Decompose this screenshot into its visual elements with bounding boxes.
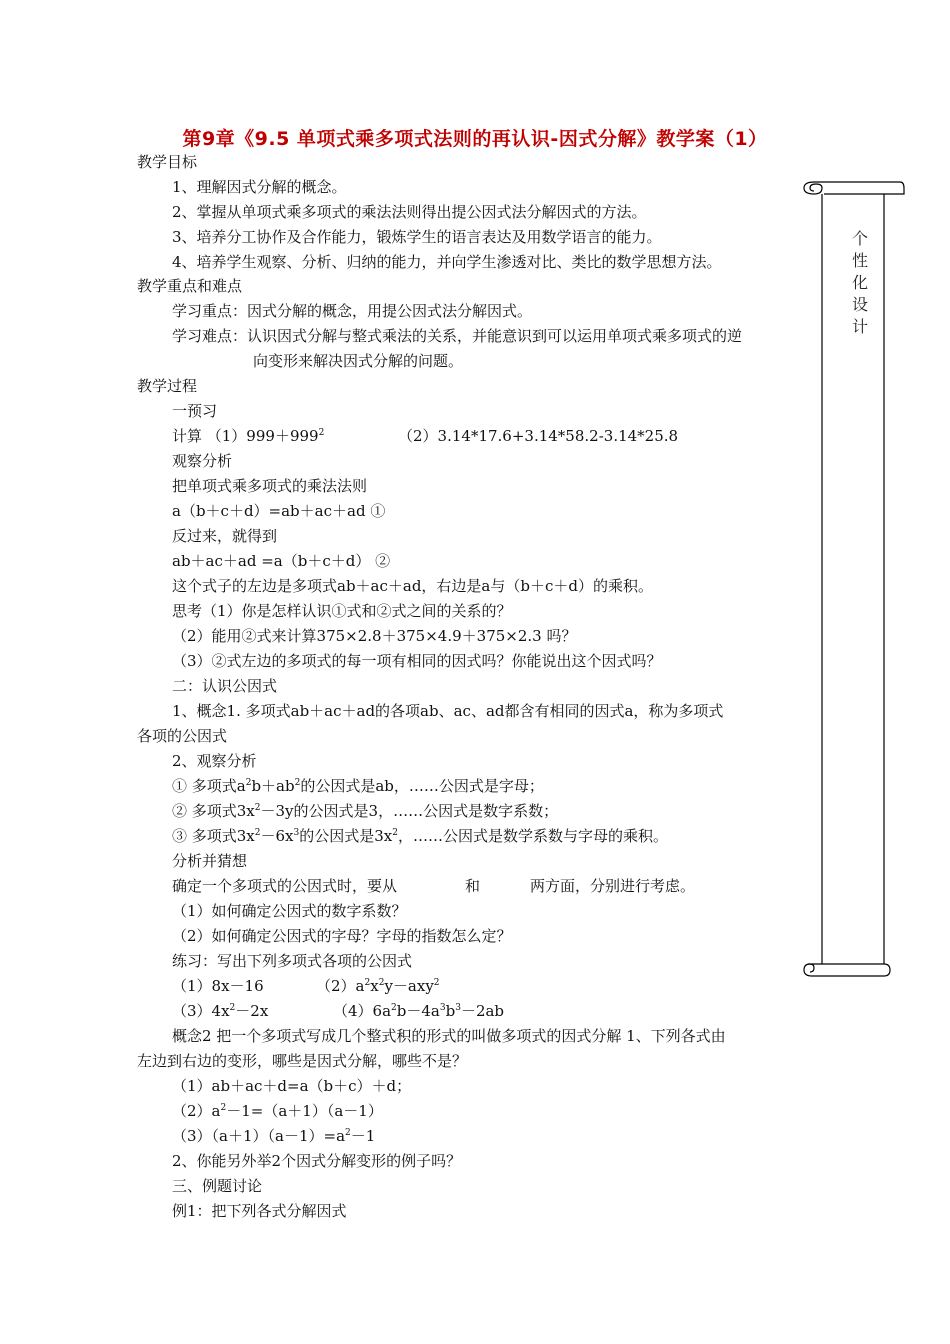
preview-heading: 一预习 <box>172 402 218 420</box>
think-question-3: （3）②式左边的多项式的每一项有相同的因式吗？你能说出这个因式吗？ <box>172 652 662 670</box>
key-points-heading: 教学重点和难点 <box>137 277 243 295</box>
think-question-2: （2）能用②式来计算375×2.8＋375×4.9＋375×2.3 吗？ <box>172 627 577 645</box>
example-2: ② 多项式$3x^2-3y$的公因式是3，……公因式是数字系数； <box>172 802 559 820</box>
process-heading: 教学过程 <box>137 377 198 395</box>
equation-1: a（b＋c＋d）=ab＋ac＋ad ① <box>172 502 386 520</box>
practice-1: （1）8x－16 <box>172 977 264 995</box>
concept-1: 1、概念1. 多项式ab＋ac＋ad的各项ab、ac、ad都含有相同的因式a，称为多项式 <box>172 702 724 720</box>
practice-heading: 练习：写出下列多项式各项的公因式 <box>172 952 413 970</box>
determine-text: 确定一个多项式的公因式时，要从 和 两方面，分别进行考虑。 <box>172 877 696 895</box>
practice-3: $(3)4x^2-2x$ <box>172 1002 269 1020</box>
concept-1-continued: 各项的公因式 <box>137 727 228 745</box>
equation-2: ab＋ac＋ad =a（b＋c＋d） ② <box>172 552 391 570</box>
practice-4: $(4)6a^2b-4a^3b^3-2ab$ <box>333 1002 505 1020</box>
reverse-text: 反过来，就得到 <box>172 527 278 545</box>
key-focus: 学习重点：因式分解的概念，用提公因式法分解因式。 <box>172 302 533 320</box>
section-2-heading: 二：认识公因式 <box>172 677 278 695</box>
observe-2-heading: 2、观察分析 <box>172 752 257 770</box>
explain-text: 这个式子的左边是多项式ab＋ac＋ad，右边是a与（b＋c＋d）的乘积。 <box>172 577 653 595</box>
sidebar-char: 化 <box>851 273 868 292</box>
rule-text: 把单项式乘多项式的乘法法则 <box>172 477 368 495</box>
objective-item: 2、掌握从单项式乘多项式的乘法法则得出提公因式法分解因式的方法。 <box>172 203 647 221</box>
guess-heading: 分析并猜想 <box>172 852 248 870</box>
example-1: ① 多项式$a^2b+ab^2$的公因式是ab，……公因式是字母； <box>172 777 544 795</box>
think-question-1: 思考（1）你是怎样认识①式和②式之间的关系的？ <box>172 602 512 620</box>
document-title: 第9章《9.5 单项式乘多项式法则的再认识-因式分解》教学案（1） <box>182 128 768 150</box>
objective-item: 3、培养分工协作及合作能力，锻炼学生的语言表达及用数学语言的能力。 <box>172 228 662 246</box>
concept-2-continued: 左边到右边的变形，哪些是因式分解，哪些不是？ <box>137 1052 468 1070</box>
more-examples-question: 2、你能另外举2个因式分解变形的例子吗？ <box>172 1152 462 1170</box>
sidebar-char: 个 <box>851 229 868 248</box>
key-difficulty-continued: 向变形来解决因式分解的问题。 <box>253 352 464 370</box>
calc-1: 计算 $(1)999+999^2$ <box>172 427 325 445</box>
question-coefficient: （1）如何确定公因式的数字系数？ <box>172 902 407 920</box>
factor-item-1: （1）ab＋ac＋d=a（b＋c）＋d； <box>172 1077 412 1095</box>
example-3: ③ 多项式$3x^2-6x^3$的公因式是$3x^2$，……公因式是数学系数与字母的乘积。 <box>172 827 669 845</box>
question-letter: （2）如何确定公因式的字母？字母的指数怎么定？ <box>172 927 512 945</box>
objective-item: 4、培养学生观察、分析、归纳的能力，并向学生渗透对比、类比的数学思想方法。 <box>172 253 722 271</box>
sidebar-label-personalized-design <box>847 228 873 338</box>
practice-2: $(2)a^2x^2y-axy^2$ <box>316 977 440 995</box>
objective-item: 1、理解因式分解的概念。 <box>172 178 347 196</box>
sidebar-char: 计 <box>851 317 868 336</box>
key-difficulty: 学习难点：认识因式分解与整式乘法的关系，并能意识到可以运用单项式乘多项式的逆 <box>172 327 743 345</box>
sidebar-char: 设 <box>851 295 868 314</box>
sidebar-char: 性 <box>851 251 868 270</box>
observe-heading: 观察分析 <box>172 452 233 470</box>
factor-item-2: $(2)a^2-1=(a+1)(a-1)$ <box>172 1102 383 1120</box>
factor-item-3: $(3)(a+1)(a-1)=a^2-1$ <box>172 1127 376 1145</box>
calc-2: （2）3.14*17.6+3.14*58.2-3.14*25.8 <box>398 427 679 445</box>
concept-2: 概念2 把一个多项式写成几个整式积的形式的叫做多项式的因式分解 1、下列各式由 <box>172 1027 726 1045</box>
section-3-heading: 三、例题讨论 <box>172 1177 263 1195</box>
example-heading: 例1：把下列各式分解因式 <box>172 1202 347 1220</box>
objectives-heading: 教学目标 <box>137 153 198 171</box>
